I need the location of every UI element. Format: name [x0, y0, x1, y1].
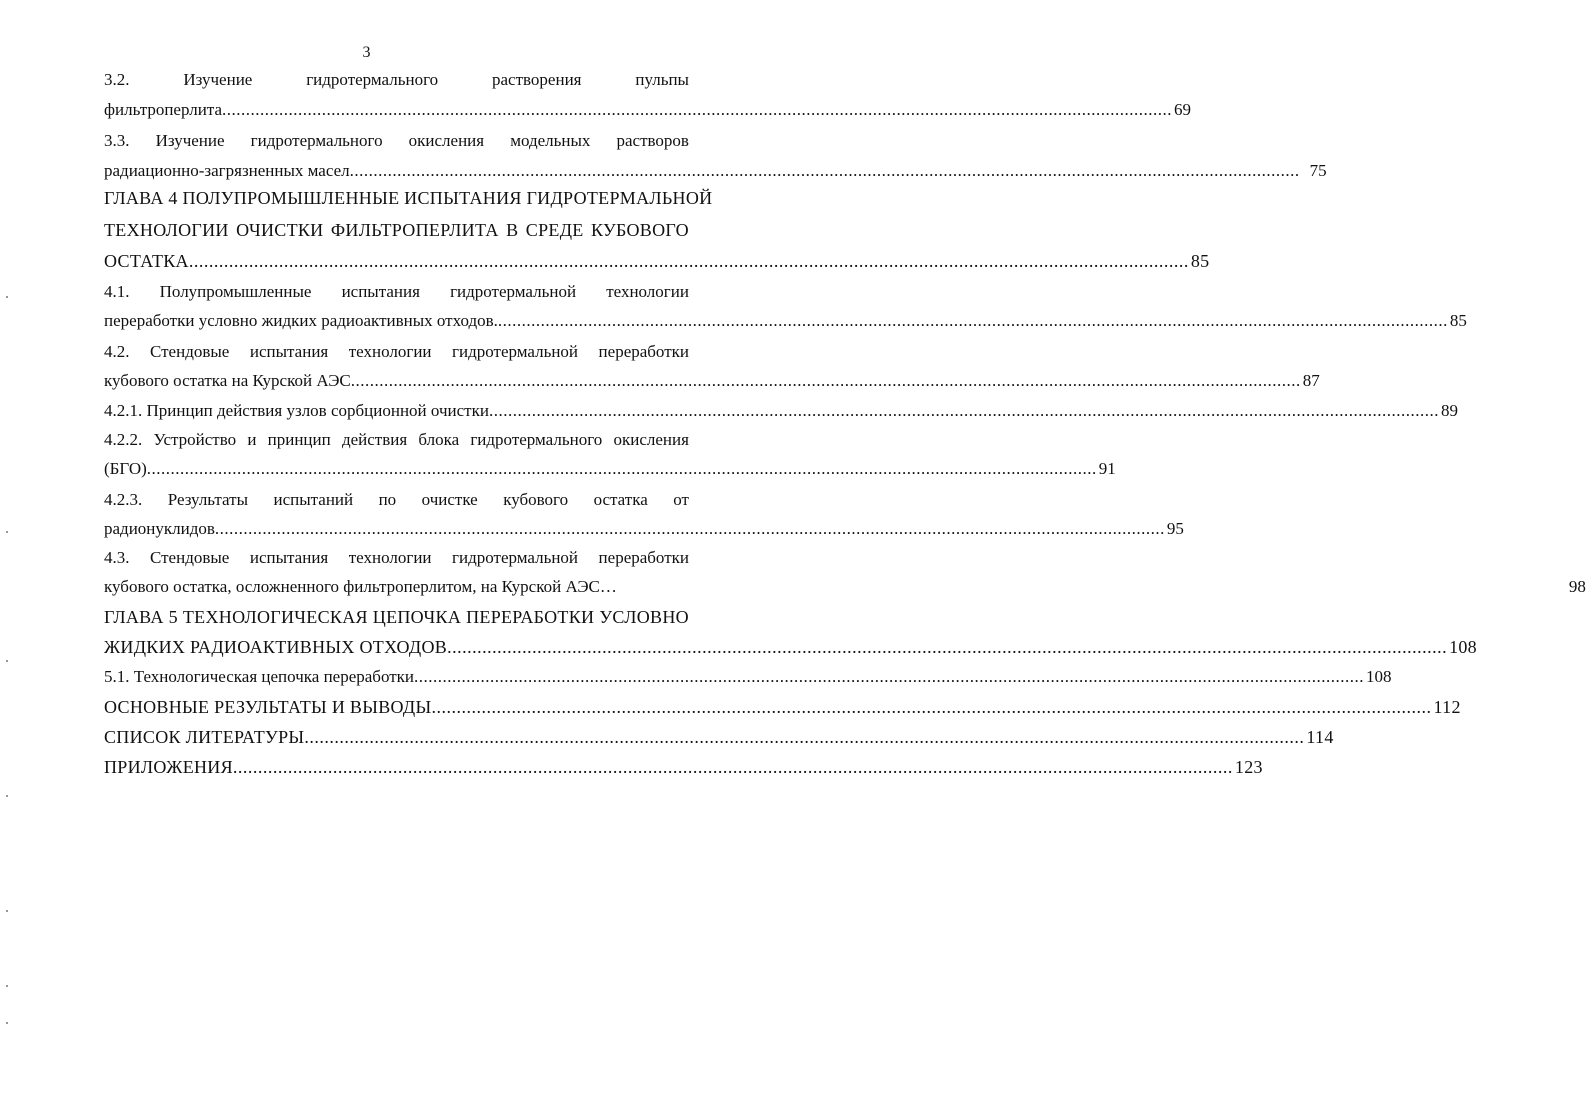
- toc-page-ref: 114: [1306, 727, 1334, 747]
- dot-leader: ........................................................................................................................................................................................................: [497, 311, 1448, 330]
- dot-leader: ........................................................................................................................................................................................................: [349, 161, 1300, 180]
- toc-word: 4.2.2.: [104, 430, 143, 449]
- dot-leader: ........................................................................................................................................................................................................: [304, 727, 1305, 747]
- toc-word: растворов: [616, 131, 689, 150]
- toc-page-ref: 87: [1302, 371, 1320, 390]
- toc-word: Полупромышленные: [159, 282, 312, 301]
- toc-entry-4-2-3-line2: [104, 519, 1184, 539]
- dot-leader: ........................................................................................................................................................................................................: [447, 637, 1448, 657]
- dot-leader: ........................................................................................................................................................................................................: [350, 371, 1301, 390]
- toc-entry-text: кубового остатка, осложненного фильтроперлитом, на Курской АЭС…: [104, 577, 617, 596]
- toc-word: переработки: [598, 548, 689, 567]
- toc-word: технологии: [348, 342, 432, 361]
- toc-appendices: [104, 757, 1263, 777]
- toc-word: окисления: [613, 430, 689, 449]
- toc-word: очистке: [421, 490, 478, 509]
- toc-word: ПЕРЕРАБОТКИ: [466, 607, 595, 627]
- toc-entry-5-1: [104, 667, 1392, 687]
- scan-speck: [6, 1022, 8, 1024]
- toc-entry-3-3-line2: [104, 161, 1327, 181]
- toc-chapter-5-line2: [104, 637, 1477, 657]
- toc-entry-4-2-1: [104, 401, 1458, 421]
- toc-page-ref: 112: [1433, 697, 1461, 717]
- toc-entry-text: радионуклидов: [104, 519, 215, 538]
- scan-speck: [6, 660, 8, 662]
- toc-entry-text: СПИСОК ЛИТЕРАТУРЫ: [104, 727, 305, 747]
- toc-entry-4-3-line2: [104, 577, 1586, 597]
- toc-chapter-5-line1: [104, 607, 689, 627]
- toc-entry-4-3-line1: [104, 548, 689, 568]
- toc-word: по: [378, 490, 397, 509]
- toc-word: гидротермального: [250, 131, 383, 150]
- toc-word: гидротермальной: [450, 282, 577, 301]
- toc-word: принцип: [267, 430, 331, 449]
- toc-word: переработки: [598, 342, 689, 361]
- toc-word: технологии: [606, 282, 689, 301]
- toc-word: испытания: [249, 548, 329, 567]
- toc-entry-4-2-line2: [104, 371, 1320, 391]
- toc-word: технологии: [348, 548, 432, 567]
- dot-leader: ........................................................................................................................................................................................................: [431, 697, 1432, 717]
- toc-references: [104, 727, 1334, 747]
- toc-chapter-4-line2: [104, 220, 689, 240]
- toc-page-ref: 89: [1440, 401, 1458, 420]
- toc-entry-text: ПРИЛОЖЕНИЯ: [104, 757, 233, 777]
- toc-word: 5: [168, 607, 178, 627]
- toc-word: Стендовые: [150, 548, 230, 567]
- toc-word: гидротермального: [470, 430, 603, 449]
- toc-page-ref: 85: [1190, 251, 1210, 271]
- toc-entry-4-1-line1: [104, 282, 689, 302]
- toc-entry-4-2-line1: [104, 342, 689, 362]
- toc-word: испытания: [341, 282, 420, 301]
- toc-chapter-4-line1: ГЛАВА 4 ПОЛУПРОМЫШЛЕННЫЕ ИСПЫТАНИЯ ГИДРОТЕРМАЛЬНОЙ: [104, 188, 713, 208]
- toc-word: остатка: [593, 490, 648, 509]
- toc-entry-text: (БГО): [104, 459, 147, 478]
- toc-entry-4-1-line2: [104, 311, 1467, 331]
- toc-page-ref: 85: [1449, 311, 1467, 330]
- scan-speck: [6, 985, 8, 987]
- scan-speck: [6, 910, 8, 912]
- toc-page-ref: 108: [1366, 667, 1392, 686]
- toc-entry-text: радиационно-загрязненных масел: [104, 161, 350, 180]
- toc-entry-text: ОСНОВНЫЕ РЕЗУЛЬТАТЫ И ВЫВОДЫ: [104, 697, 432, 717]
- toc-word: гидротермальной: [452, 548, 579, 567]
- toc-chapter-4-line3: [104, 251, 1210, 271]
- toc-word: модельных: [510, 131, 591, 150]
- toc-word: 4.2.: [104, 342, 130, 361]
- toc-entry-text: 4.2.1. Принцип действия узлов сорбционной очистки: [104, 401, 489, 420]
- toc-entry-text: ОСТАТКА: [104, 251, 189, 271]
- dot-leader: ........................................................................................................................................................................................................: [414, 667, 1365, 686]
- toc-entry-4-2-3-line1: [104, 490, 689, 510]
- toc-entry-3-3-line1: [104, 131, 689, 151]
- scan-speck: [6, 531, 8, 533]
- toc-word: Устройство: [153, 430, 237, 449]
- toc-word: растворения: [492, 70, 582, 89]
- toc-word: 3.2.: [104, 70, 130, 89]
- toc-word: блока: [418, 430, 460, 449]
- toc-word: испытания: [249, 342, 329, 361]
- toc-page-ref: 123: [1234, 757, 1263, 777]
- toc-word: кубового: [503, 490, 569, 509]
- toc-word: СРЕДЕ: [525, 220, 584, 240]
- toc-word: ТЕХНОЛОГИЧЕСКАЯ: [182, 607, 368, 627]
- toc-word: 3.3.: [104, 131, 130, 150]
- toc-entry-text: 5.1. Технологическая цепочка переработки: [104, 667, 415, 686]
- dot-leader: ........................................................................................................................................................................................................: [188, 251, 1189, 271]
- toc-entry-text: переработки условно жидких радиоактивных отходов.: [104, 311, 498, 330]
- toc-page-ref: 75: [1309, 161, 1327, 180]
- toc-word: окисления: [408, 131, 485, 150]
- toc-word: КУБОВОГО: [591, 220, 689, 240]
- toc-page-ref: 91: [1098, 459, 1116, 478]
- toc-word: ЦЕПОЧКА: [372, 607, 462, 627]
- toc-word: В: [506, 220, 519, 240]
- toc-page-ref: 108: [1449, 637, 1477, 657]
- toc-word: 4.2.3.: [104, 490, 143, 509]
- toc-entry-text: фильтроперлита: [104, 100, 223, 119]
- dot-leader: ........................................................................................................................................................................................................: [232, 757, 1233, 777]
- toc-word: Изучение: [183, 70, 253, 89]
- toc-results: [104, 697, 1461, 717]
- toc-entry-4-2-2-line1: [104, 430, 689, 450]
- toc-entry-text: кубового остатка на Курской АЭС: [104, 371, 351, 390]
- page-number: 3: [362, 44, 371, 61]
- toc-word: Изучение: [155, 131, 225, 150]
- toc-word: Результаты: [167, 490, 248, 509]
- toc-word: ОЧИСТКИ: [236, 220, 324, 240]
- toc-word: 4.3.: [104, 548, 130, 567]
- toc-word: испытаний: [273, 490, 354, 509]
- dot-leader: ........................................................................................................................................................................................................: [214, 519, 1165, 538]
- toc-word: и: [247, 430, 257, 449]
- toc-word: ФИЛЬТРОПЕРЛИТА: [330, 220, 499, 240]
- toc-entry-4-2-2-line2: [104, 459, 1116, 479]
- toc-word: УСЛОВНО: [599, 607, 689, 627]
- toc-word: гидротермальной: [452, 342, 579, 361]
- toc-word: действия: [341, 430, 408, 449]
- toc-word: ТЕХНОЛОГИИ: [104, 220, 229, 240]
- toc-entry-text: ЖИДКИХ РАДИОАКТИВНЫХ ОТХОДОВ: [104, 637, 448, 657]
- toc-entry-3-2-line2: [104, 100, 1192, 120]
- scan-speck: [6, 795, 8, 797]
- toc-page-ref: 69: [1174, 100, 1192, 119]
- scan-speck: [6, 296, 8, 298]
- toc-word: ГЛАВА: [104, 607, 164, 627]
- toc-word: 4.1.: [104, 282, 130, 301]
- toc-word: от: [673, 490, 689, 509]
- toc-page-ref: 95: [1166, 519, 1184, 538]
- toc-entry-3-2-line1: [104, 70, 689, 90]
- toc-word: Стендовые: [150, 342, 230, 361]
- toc-word: пульпы: [635, 70, 689, 89]
- dot-leader: ........................................................................................................................................................................................................: [146, 459, 1097, 478]
- dot-leader: ........................................................................................................................................................................................................: [222, 100, 1173, 119]
- toc-page-ref: 98: [1568, 577, 1586, 596]
- toc-word: гидротермального: [306, 70, 439, 89]
- dot-leader: ........................................................................................................................................................................................................: [488, 401, 1439, 420]
